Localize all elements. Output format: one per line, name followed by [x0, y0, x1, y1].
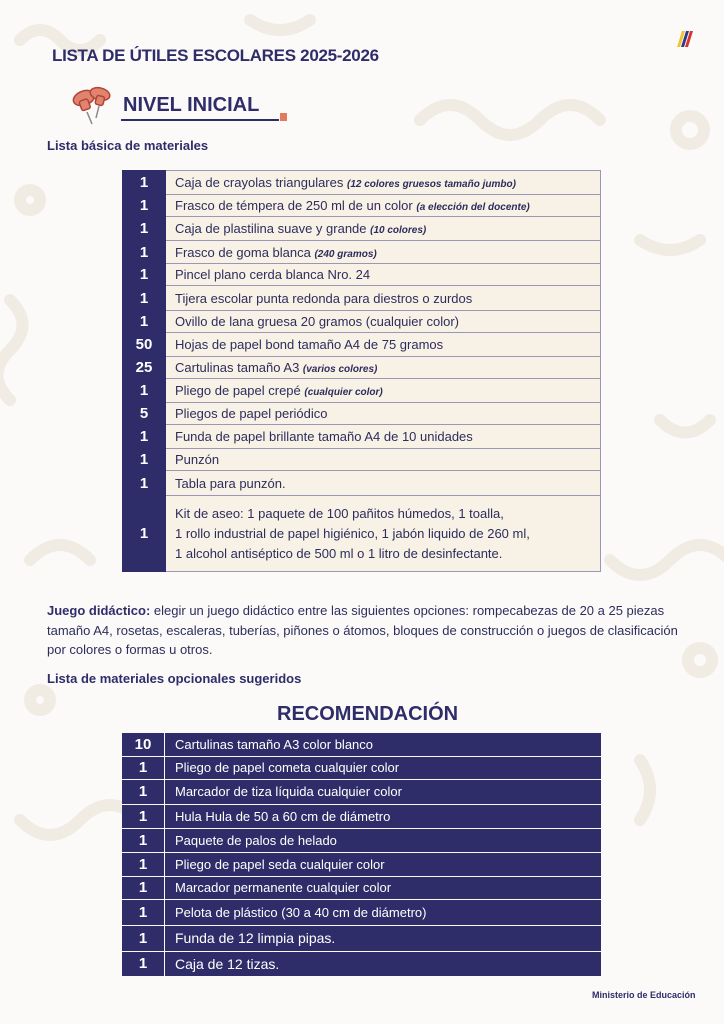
item-quantity: 1 [122, 876, 165, 899]
item-description: Paquete de palos de helado [165, 828, 602, 852]
item-text: Tabla para punzón. [175, 475, 286, 491]
hygiene-kit-line: 1 alcohol antiséptico de 500 ml o 1 litro de desinfectante. [175, 545, 503, 561]
item-description [166, 357, 601, 379]
document-title: LISTA DE ÚTILES ESCOLARES 2025-2026 [52, 46, 379, 65]
item-description: Marcador de tiza líquida cualquier color [165, 779, 602, 804]
item-note: (12 colores gruesos tamaño jumbo) [346, 179, 516, 190]
item-note: (cualquier color) [304, 387, 383, 398]
item-description: Hula Hula de 50 a 60 cm de diámetro [165, 804, 602, 828]
item-text: Tijera escolar punta redonda para diestros o zurdos [175, 290, 473, 306]
item-note: (240 gramos) [314, 248, 377, 260]
item-quantity: 1 [123, 286, 166, 311]
table-row [122, 925, 601, 951]
item-description: Caja de 12 tizas. [165, 951, 602, 976]
item-description [166, 217, 601, 241]
item-quantity: 1 [122, 779, 165, 804]
table-row [122, 951, 601, 976]
table-row [123, 241, 601, 264]
item-text: Frasco de goma blanca [175, 244, 315, 260]
accent-square [280, 113, 287, 121]
table-row [122, 899, 601, 925]
item-quantity: 1 [123, 449, 166, 471]
item-text: Frasco de témpera de 250 ml de un color [175, 198, 417, 213]
item-description [166, 311, 601, 333]
item-text: Funda de papel brillante tamaño A4 de 10 unidades [175, 429, 473, 444]
level-title: NIVEL INICIAL [123, 94, 260, 116]
item-description: Cartulinas tamaño A3 color blanco [165, 733, 602, 756]
item-quantity: 1 [123, 311, 166, 333]
table-row [122, 756, 601, 779]
table-row [123, 425, 601, 449]
item-text: Pliegos de papel periódico [175, 406, 328, 421]
item-quantity: 1 [123, 471, 166, 496]
didactic-game-paragraph [47, 601, 687, 660]
table-row [123, 379, 601, 403]
hygiene-kit-line: 1 rollo industrial de papel higiénico, 1 jabón liquido de 260 ml, [175, 525, 530, 541]
item-text: Ovillo de lana gruesa 20 gramos (cualquier color) [175, 314, 459, 329]
optional-materials-table [122, 733, 601, 977]
item-quantity: 50 [123, 333, 166, 357]
table-row [123, 195, 601, 217]
table-row [123, 333, 601, 357]
item-description [166, 241, 601, 264]
item-description [166, 264, 601, 286]
table-row [123, 449, 601, 471]
item-quantity: 1 [123, 195, 166, 217]
table-row [122, 876, 601, 899]
item-quantity: 1 [123, 379, 166, 403]
item-description: Pliego de papel cometa cualquier color [165, 756, 602, 779]
ministry-flag-logo [672, 31, 694, 47]
item-description: Marcador permanente cualquier color [165, 876, 602, 899]
item-description [166, 286, 601, 311]
item-description [166, 195, 601, 217]
item-description: Pelota de plástico (30 a 40 cm de diámetro) [165, 899, 602, 925]
table-row [122, 733, 601, 756]
footer-ministry: Ministerio de Educación [592, 990, 696, 1000]
item-description [166, 171, 601, 195]
item-quantity: 1 [123, 217, 166, 241]
item-quantity: 10 [122, 733, 165, 756]
item-description [166, 403, 601, 425]
item-description [166, 471, 601, 496]
table-row [123, 264, 601, 286]
basic-list-label: Lista básica de materiales [47, 138, 209, 153]
table-row [123, 471, 601, 496]
item-quantity: 1 [122, 925, 165, 951]
item-description: Funda de 12 limpia pipas. [165, 925, 602, 951]
item-quantity: 1 [122, 899, 165, 925]
item-quantity: 1 [123, 264, 166, 286]
hygiene-kit-row [123, 496, 601, 572]
table-row [123, 403, 601, 425]
item-quantity: 25 [123, 357, 166, 379]
item-quantity: 1 [123, 425, 166, 449]
table-row [122, 804, 601, 828]
hygiene-kit-line: Kit de aseo: 1 paquete de 100 pañitos húmedos, 1 toalla, [175, 505, 504, 521]
item-quantity: 1 [123, 496, 166, 572]
item-quantity: 1 [122, 804, 165, 828]
item-description [166, 449, 601, 471]
optional-list-label: Lista de materiales opcionales sugeridos [47, 671, 302, 686]
item-text: Pliego de papel crepé [175, 383, 305, 398]
item-note: (10 colores) [370, 225, 427, 236]
hygiene-kit-description [166, 496, 601, 572]
table-row [122, 852, 601, 876]
item-quantity: 1 [122, 852, 165, 876]
item-quantity: 5 [123, 403, 166, 425]
level-title-underline [121, 119, 279, 121]
item-text: Punzón [175, 452, 220, 467]
didactic-game-text: elegir un juego didáctico entre las siguientes opciones: rompecabezas de 20 a 25 piezas tamaño A4, rosetas, escaleras, tuberías, piñones o átomos, bloques de construcción o juegos de clasificación por colores o formas u otros. [47, 603, 678, 657]
item-description: Pliego de papel seda cualquier color [165, 852, 602, 876]
item-note: (a elección del docente) [416, 202, 530, 213]
table-row [123, 217, 601, 241]
item-quantity: 1 [122, 951, 165, 976]
table-row [123, 311, 601, 333]
table-row [123, 357, 601, 379]
table-row [123, 171, 601, 195]
item-text: Hojas de papel bond tamaño A4 de 75 gramos [175, 337, 444, 352]
item-quantity: 1 [122, 756, 165, 779]
table-row [122, 828, 601, 852]
item-note: (varios colores) [302, 364, 378, 375]
table-row [122, 779, 601, 804]
item-description [166, 425, 601, 449]
recommendation-title: RECOMENDACIÓN [277, 703, 459, 725]
push-pins-icon [68, 84, 118, 128]
item-quantity: 1 [123, 171, 166, 195]
table-row [123, 286, 601, 311]
item-quantity: 1 [123, 241, 166, 264]
basic-materials-table [122, 170, 601, 572]
item-text: Caja de crayolas triangulares [175, 175, 347, 190]
item-text: Caja de plastilina suave y grande [175, 221, 371, 236]
item-text: Pincel plano cerda blanca Nro. 24 [175, 267, 371, 282]
item-text: Cartulinas tamaño A3 [175, 360, 303, 375]
item-description [166, 379, 601, 403]
item-description [166, 333, 601, 357]
item-quantity: 1 [122, 828, 165, 852]
didactic-game-label: Juego didáctico: [47, 603, 151, 618]
